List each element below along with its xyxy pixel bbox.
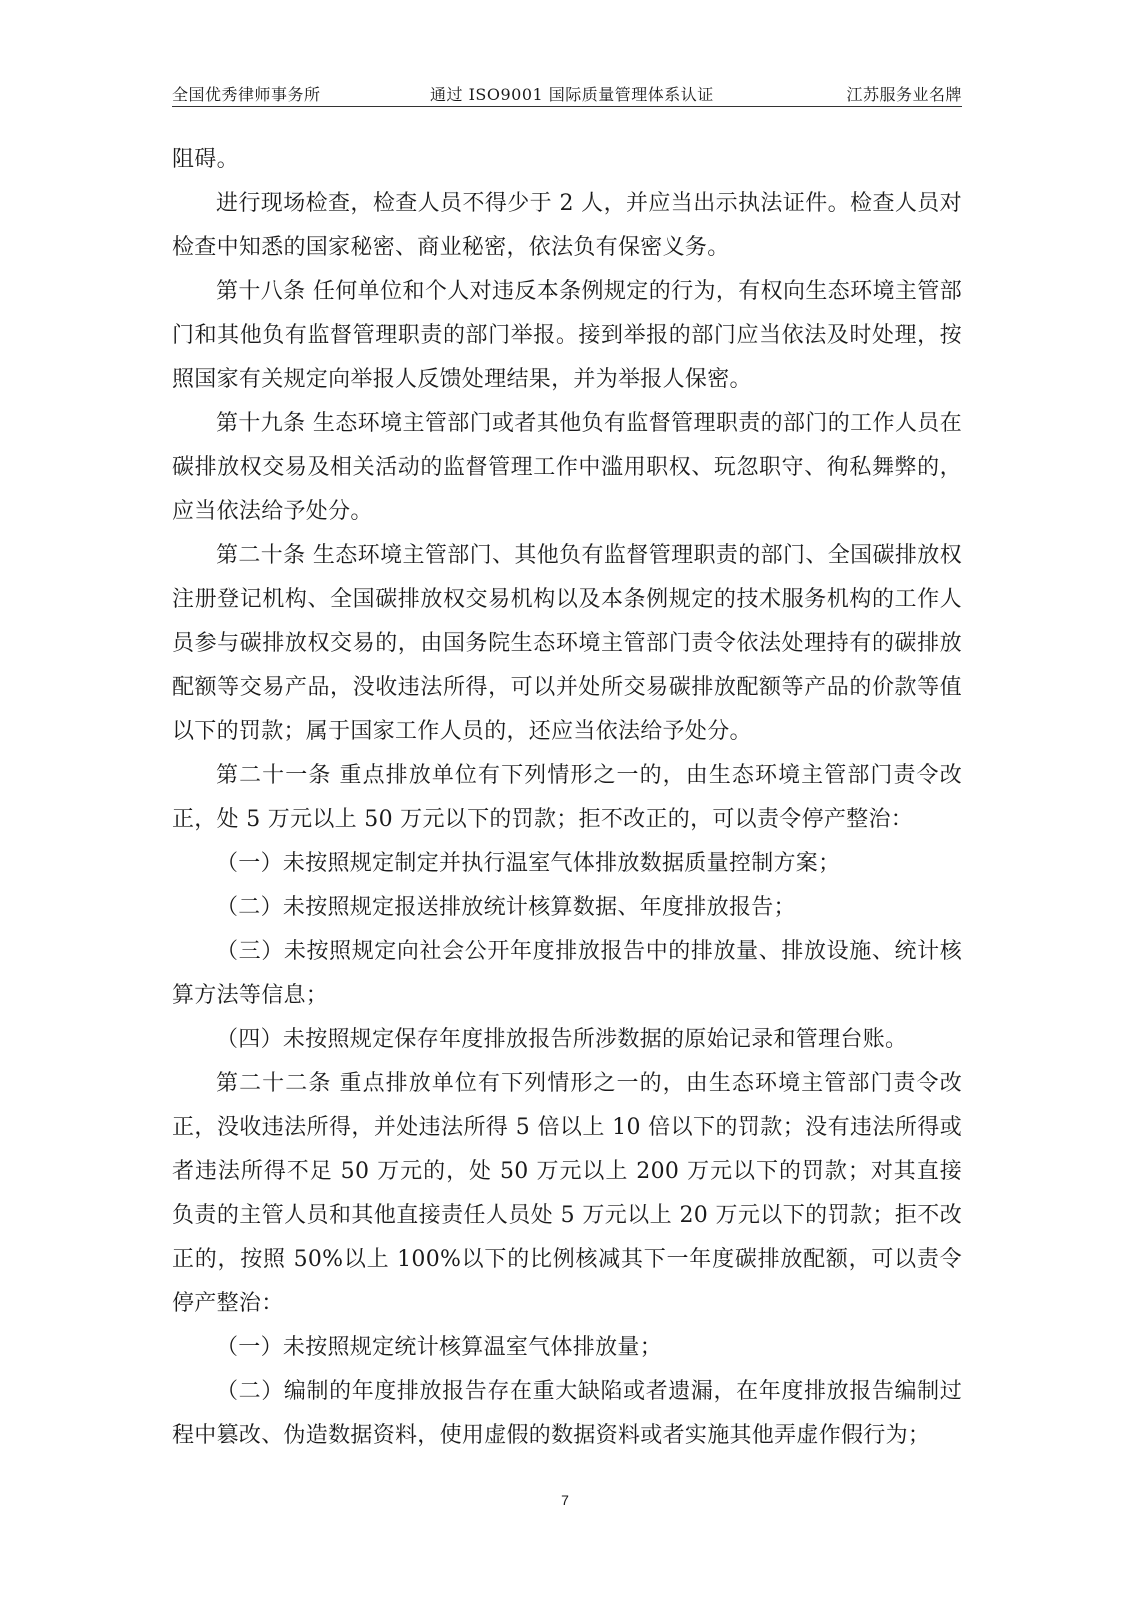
article-21: 第二十一条 重点排放单位有下列情形之一的，由生态环境主管部门责令改正，处 5 万元以上 50 万元以下的罚款；拒不改正的，可以责令停产整治： [172, 763, 962, 832]
paragraph-inspection: 进行现场检查，检查人员不得少于 2 人，并应当出示执法证件。检查人员对检查中知悉的国家秘密、商业秘密，依法负有保密义务。 [172, 191, 962, 260]
article-22: 第二十二条 重点排放单位有下列情形之一的，由生态环境主管部门责令改正，没收违法所得，并处违法所得 5 倍以上 10 倍以下的罚款；没有违法所得或者违法所得不足 50 万元的，处 50 万元以上 200 万元以下的罚款；对其直接负责的主管人员和其他直接责任人员处 5 万元以上 20 万元以下的罚款；拒不改正的，按照 50%以上 100%以下的比例核减其下一年度碳排放配额，可以责令停产整治： [172, 1071, 962, 1316]
document-body [172, 138, 962, 1458]
article-19: 第十九条 生态环境主管部门或者其他负有监督管理职责的部门的工作人员在碳排放权交易及相关活动的监督管理工作中滥用职权、玩忽职守、徇私舞弊的，应当依法给予处分。 [172, 411, 962, 524]
paragraph-continuation: 阻碍。 [172, 147, 239, 172]
article-20: 第二十条 生态环境主管部门、其他负有监督管理职责的部门、全国碳排放权注册登记机构、全国碳排放权交易机构以及本条例规定的技术服务机构的工作人员参与碳排放权交易的，由国务院生态环境主管部门责令依法处理持有的碳排放配额等交易产品，没收违法所得，可以并处所交易碳排放配额等产品的价款等值以下的罚款；属于国家工作人员的，还应当依法给予处分。 [172, 543, 962, 744]
header-firm-title: 全国优秀律师事务所 [172, 85, 321, 104]
header-divider [172, 106, 962, 107]
page-number: 7 [561, 1492, 569, 1508]
header-brand: 江苏服务业名牌 [846, 85, 962, 104]
article-21-item-3: （三）未按照规定向社会公开年度排放报告中的排放量、排放设施、统计核算方法等信息； [172, 939, 962, 1008]
article-21-item-2: （二）未按照规定报送排放统计核算数据、年度排放报告； [216, 895, 796, 920]
article-18: 第十八条 任何单位和个人对违反本条例规定的行为，有权向生态环境主管部门和其他负有监督管理职责的部门举报。接到举报的部门应当依法及时处理，按照国家有关规定向举报人反馈处理结果，并为举报人保密。 [172, 279, 962, 392]
article-21-item-1: （一）未按照规定制定并执行温室气体排放数据质量控制方案； [216, 851, 841, 876]
article-22-item-1: （一）未按照规定统计核算温室气体排放量； [216, 1335, 663, 1360]
article-21-item-4: （四）未按照规定保存年度排放报告所涉数据的原始记录和管理台账。 [216, 1027, 908, 1052]
header-certification: 通过 ISO9001 国际质量管理体系认证 [430, 85, 714, 104]
page-header [172, 78, 962, 106]
article-22-item-2: （二）编制的年度排放报告存在重大缺陷或者遗漏，在年度排放报告编制过程中篡改、伪造数据资料，使用虚假的数据资料或者实施其他弄虚作假行为； [172, 1379, 962, 1448]
